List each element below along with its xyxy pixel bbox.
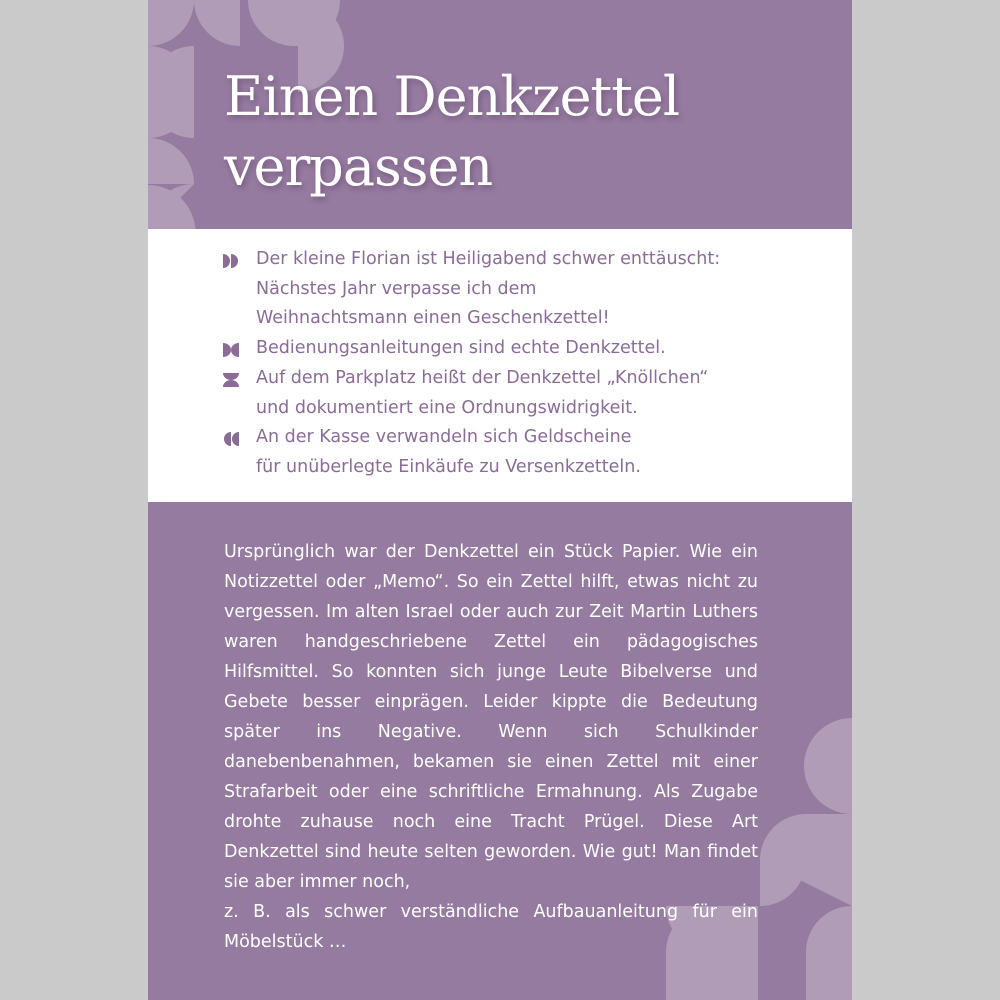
double-left-half-circles-icon: [222, 431, 240, 447]
devotional-page: [148, 0, 852, 1000]
double-right-half-circles-icon: [222, 253, 240, 269]
hourglass-icon: [222, 372, 240, 388]
quote-3: Auf dem Parkplatz heißt der Denkzettel „Knöllchen“ und dokumentiert eine Ordnungswidrigkeit.: [256, 368, 709, 418]
page-title: Einen Denkzettel verpassen: [224, 65, 680, 198]
deco-top-quarter-2: [194, 0, 240, 46]
deco-br-quarter-1: [760, 860, 806, 906]
quote-2: Bedienungsanleitungen sind echte Denkzettel.: [256, 338, 666, 358]
quote-1: Der kleine Florian ist Heiligabend schwer enttäuscht: Nächstes Jahr verpasse ich dem Weihnachtsmann einen Geschenkzettel!: [256, 249, 721, 328]
deco-br-half-1: [804, 718, 852, 814]
deco-left-half-3: [148, 138, 194, 184]
deco-top-quarter-1: [148, 0, 194, 46]
quotes-box: [148, 229, 852, 502]
body-paragraph: Ursprünglich war der Denkzettel ein Stück Papier. Wie ein Notizzettel oder „Memo“. So ein Zettel hilft, etwas nicht zu vergessen. Im alten Israel oder auch zur Zeit Martin Luthers waren handgeschriebene Zettel ein pädagogisches Hilfsmittel. So konnten sich junge Leute Bibelverse und Gebete besser einprägen. Leider kippte die Bedeutung später ins Negative. Wenn sich Schulkinder danebenbenahmen, bekamen sie einen Zettel mit einer Strafarbeit oder eine schriftliche Ermahnung. Als Zugabe drohte zuhause noch eine Tracht Prügel. Diese Art Denkzettel sind heute selten geworden. Wie gut! Man findet sie aber immer noch, z. B. als schwer verständliche Aufbauanleitung für ein Möbelstück …: [224, 542, 758, 952]
quote-4: An der Kasse verwandeln sich Geldscheine für unüberlegte Einkäufe zu Versenkzetteln.: [256, 427, 641, 477]
bowtie-icon: [222, 342, 240, 358]
